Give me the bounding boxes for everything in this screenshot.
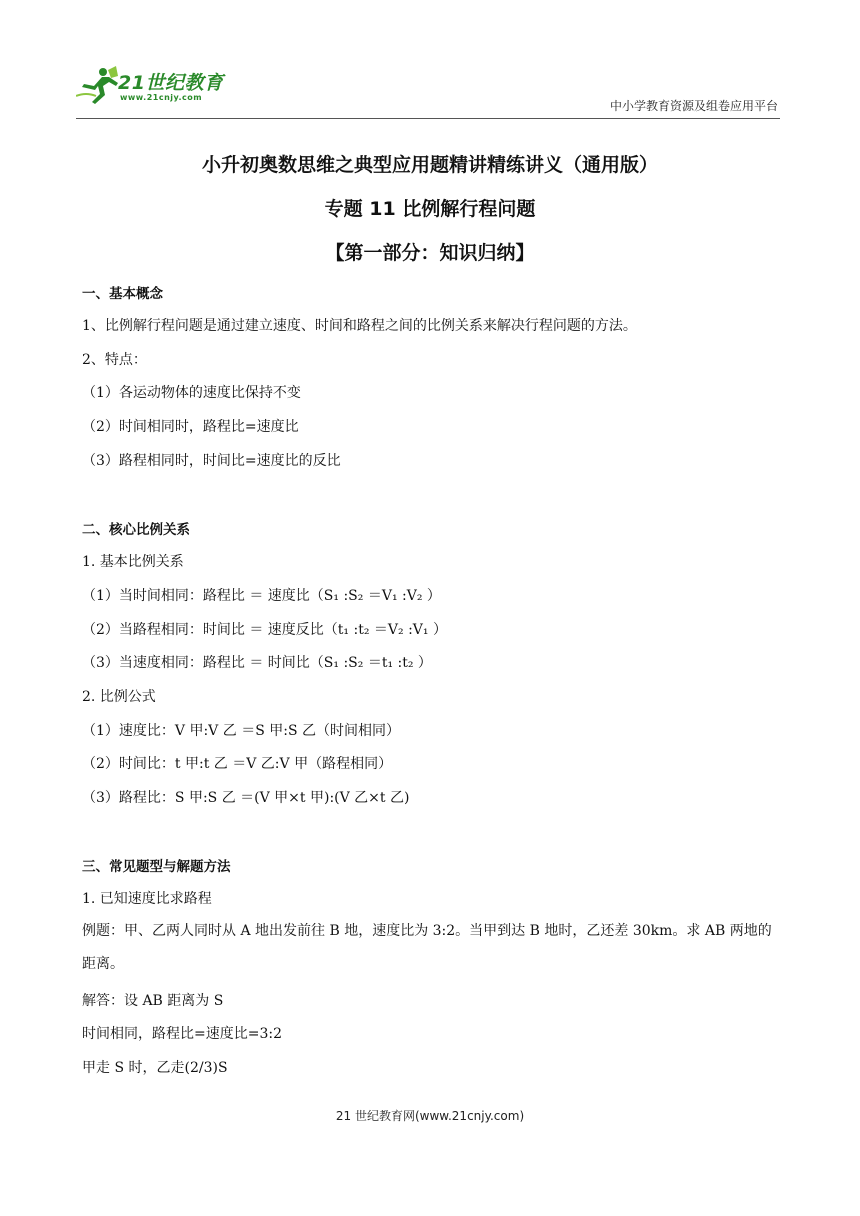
body-text: （2）时间比：t 甲:t 乙 ＝V 乙:V 甲（路程相同）: [82, 756, 393, 772]
document-title: 小升初奥数思维之典型应用题精讲精练讲义（通用版）: [201, 154, 658, 176]
page-footer: 21 世纪教育网(www.21cnjy.com): [335, 1109, 525, 1123]
logo-url: www.21cnjy.com: [120, 93, 203, 102]
body-text: 解答：设 AB 距离为 S: [82, 993, 224, 1009]
example-text: 例题：甲、乙两人同时从 A 地出发前往 B 地，速度比为 3:2。当甲到达 B 地时，乙还差 30km。求 AB 两地的距离。: [82, 923, 772, 972]
section-heading: 三、常见题型与解题方法: [82, 859, 231, 875]
body-text: （2）时间相同时，路程比=速度比: [82, 419, 299, 435]
body-text: （3）当速度相同：路程比 ＝ 时间比（S₁ :S₂ ＝t₁ :t₂ ）: [82, 655, 432, 671]
body-text: 1. 基本比例关系: [82, 554, 184, 570]
header-divider: [76, 118, 780, 119]
body-text: （1）当时间相同：路程比 ＝ 速度比（S₁ :S₂ ＝V₁ :V₂ ）: [82, 588, 441, 604]
section-heading: 二、核心比例关系: [82, 522, 190, 538]
body-text: （3）路程比：S 甲:S 乙 ＝(V 甲×t 甲):(V 乙×t 乙): [82, 790, 410, 806]
body-text: 2、特点：: [82, 352, 147, 368]
body-text: （2）当路程相同：时间比 ＝ 速度反比（t₁ :t₂ ＝V₂ :V₁ ）: [82, 622, 447, 638]
body-text: 1. 已知速度比求路程: [82, 891, 212, 907]
body-text: 1、比例解行程问题是通过建立速度、时间和路程之间的比例关系来解决行程问题的方法。: [82, 318, 637, 334]
section-heading: 一、基本概念: [82, 286, 163, 302]
body-text: （1）各运动物体的速度比保持不变: [82, 385, 301, 401]
topic-title: 专题 11 比例解行程问题: [324, 198, 536, 220]
body-text: 时间相同，路程比=速度比=3:2: [82, 1026, 282, 1042]
body-text: （3）路程相同时，时间比=速度比的反比: [82, 453, 341, 469]
body-text: （1）速度比：V 甲:V 乙 ＝S 甲:S 乙（时间相同）: [82, 723, 400, 739]
body-text: 甲走 S 时，乙走(2/3)S: [82, 1060, 228, 1076]
body-text: 2. 比例公式: [82, 689, 156, 705]
part-title: 【第一部分：知识归纳】: [325, 242, 535, 264]
platform-label: 中小学教育资源及组卷应用平台: [609, 99, 778, 113]
logo-text: 21世纪教育: [118, 72, 224, 94]
page-header: [0, 0, 860, 122]
runner-logo-icon: [76, 66, 120, 106]
site-logo: [76, 66, 246, 114]
